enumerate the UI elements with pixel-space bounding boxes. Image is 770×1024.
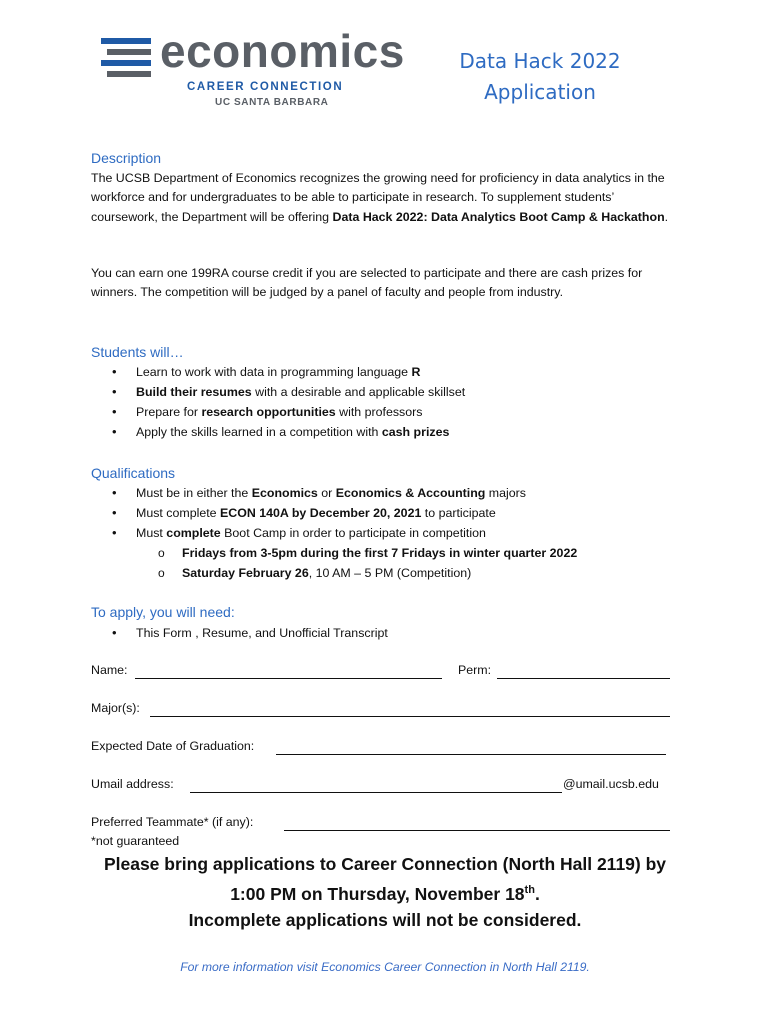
- graduation-field[interactable]: [276, 754, 666, 755]
- graduation-label: Expected Date of Graduation:: [91, 739, 255, 753]
- qualifications-heading: Qualifications: [91, 465, 176, 481]
- list-item: • Must complete Boot Camp in order to participate in competition: [112, 523, 526, 543]
- list-item: • Must complete ECON 140A by December 20, 2021 to participate: [112, 503, 526, 523]
- list-item: • Apply the skills learned in a competition with cash prizes: [112, 422, 465, 442]
- name-field[interactable]: [135, 678, 442, 679]
- footer-note: For more information visit Economics Career Connection in North Hall 2119.: [180, 960, 590, 974]
- callout-line-2: 1:00 PM on Thursday, November 18th.: [230, 883, 540, 904]
- perm-label: Perm:: [458, 663, 492, 677]
- teammate-note: *not guaranteed: [91, 834, 180, 848]
- title-line-2: Application: [484, 80, 596, 104]
- list-item: o Saturday February 26, 10 AM – 5 PM (Competition): [158, 563, 577, 583]
- apply-list: [112, 623, 388, 643]
- teammate-label: Preferred Teammate* (if any):: [91, 815, 254, 829]
- umail-domain: @umail.ucsb.edu: [563, 777, 659, 791]
- program-name: Data Hack 2022: Data Analytics Boot Camp & Hackathon: [332, 209, 665, 224]
- list-item: o Fridays from 3-5pm during the first 7 Fridays in winter quarter 2022: [158, 543, 577, 563]
- logo-wordmark: economics: [160, 25, 405, 77]
- submission-callout: [60, 851, 710, 933]
- logo-subtitle: CAREER CONNECTION: [187, 81, 344, 93]
- document-title: [440, 46, 640, 108]
- list-item: • Must be in either the Economics or Economics & Accounting majors: [112, 483, 526, 503]
- majors-field[interactable]: [150, 716, 670, 717]
- callout-line-3: Incomplete applications will not be considered.: [188, 909, 582, 930]
- students-heading: Students will…: [91, 344, 184, 360]
- logo-bars-icon: [101, 38, 151, 80]
- description-heading: Description: [91, 150, 162, 166]
- perm-field[interactable]: [497, 678, 670, 679]
- apply-heading: To apply, you will need:: [91, 604, 235, 620]
- description-paragraph-1: [91, 169, 681, 227]
- list-item: • Prepare for research opportunities with professors: [112, 402, 465, 422]
- majors-label: Major(s):: [91, 701, 140, 715]
- qualifications-sublist: [158, 543, 577, 583]
- students-list: [112, 362, 465, 442]
- callout-line-1: Please bring applications to Career Connection (North Hall 2119) by: [103, 854, 667, 874]
- title-line-1: Data Hack 2022: [459, 49, 621, 73]
- description-text: The UCSB Department of Economics recognizes the growing need for proficiency in data analytics in the workforce and for undergraduates to be able to participate in research. To supplement students’ coursework, the Department will be offering: [91, 171, 665, 224]
- name-label: Name:: [91, 663, 128, 677]
- teammate-field[interactable]: [284, 830, 670, 831]
- qualifications-list: [112, 483, 526, 543]
- list-item: • Learn to work with data in programming language R: [112, 362, 465, 382]
- description-paragraph-2: You can earn one 199RA course credit if you are selected to participate and there are cash prizes for winners. The competition will be judged by a panel of faculty and people from industry.: [91, 266, 643, 300]
- logo-university: UC SANTA BARBARA: [215, 97, 329, 108]
- umail-field[interactable]: [190, 792, 562, 793]
- description-period: .: [664, 209, 669, 224]
- umail-label: Umail address:: [91, 777, 174, 791]
- list-item: • Build their resumes with a desirable and applicable skillset: [112, 382, 465, 402]
- list-item: • This Form , Resume, and Unofficial Transcript: [112, 623, 388, 643]
